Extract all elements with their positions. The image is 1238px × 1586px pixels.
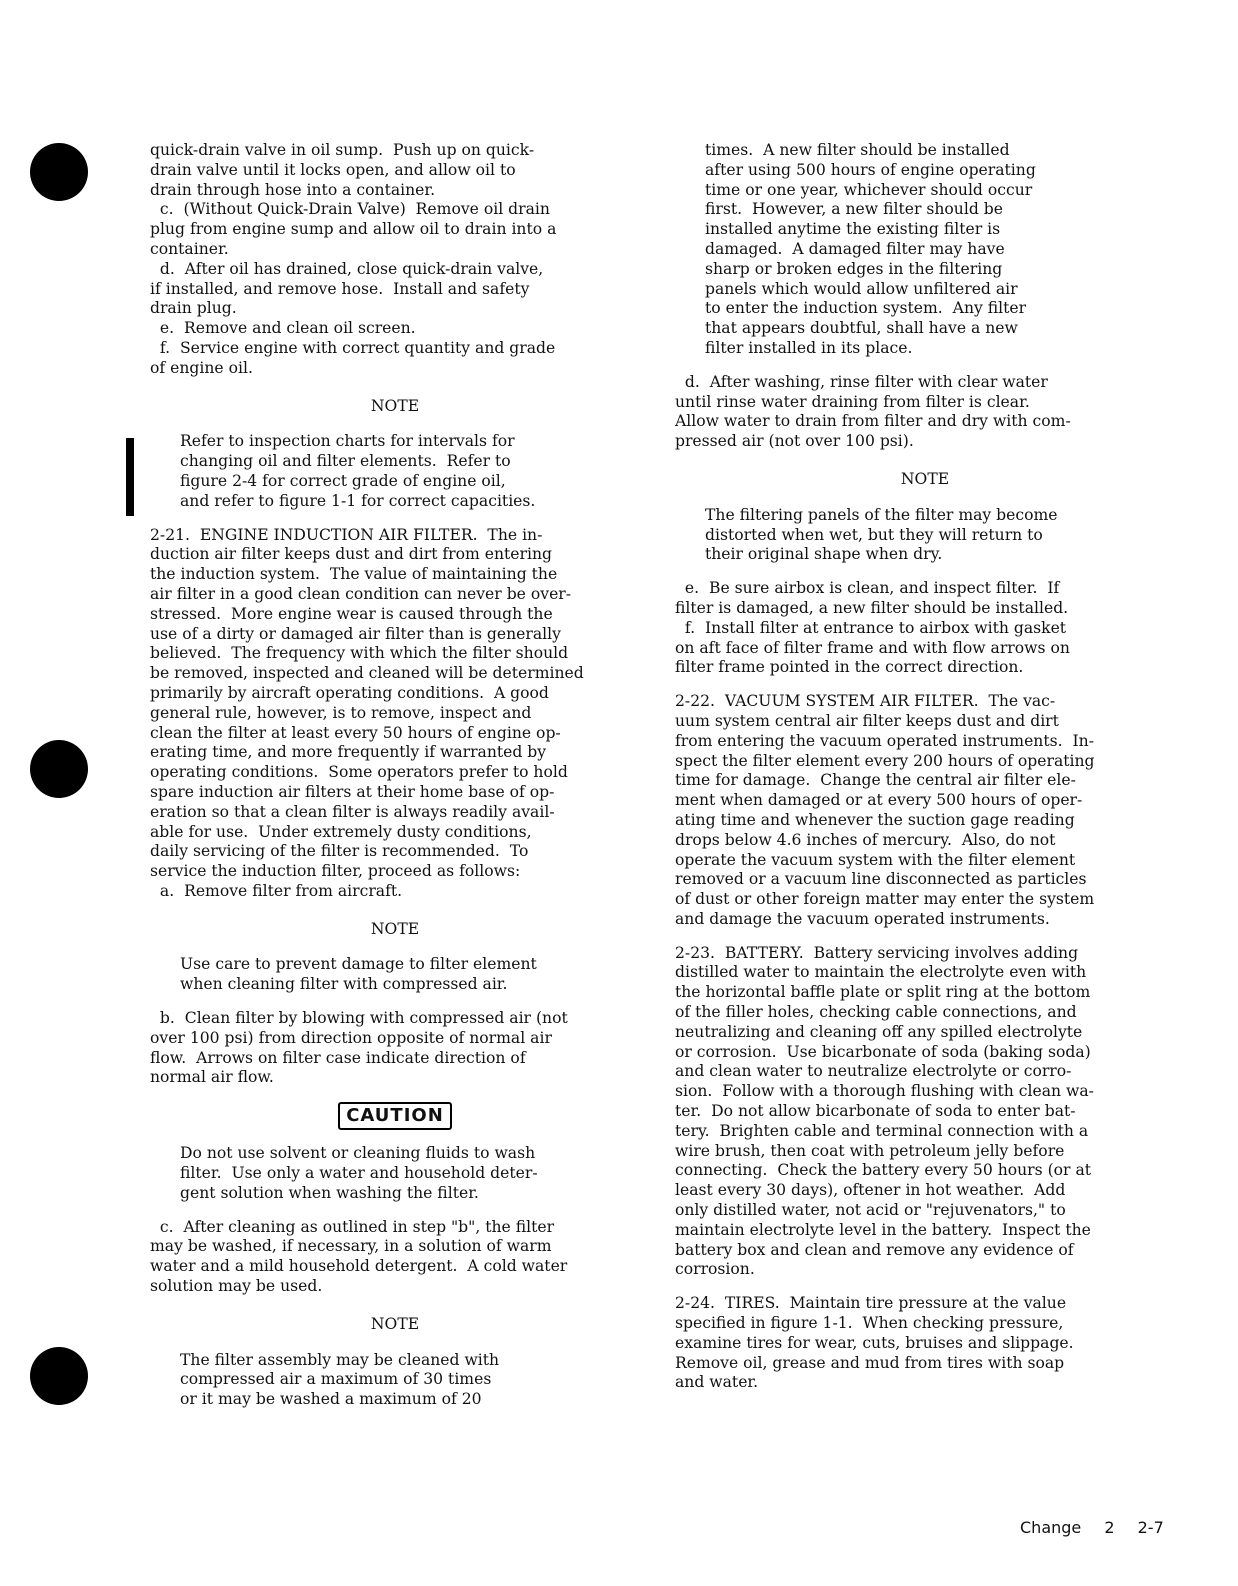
text-line: distilled water to maintain the electrolyte even with	[675, 963, 1087, 982]
text-line: when cleaning filter with compressed air.	[180, 975, 508, 994]
text-line: duction air filter keeps dust and dirt from entering	[150, 545, 553, 564]
text-line: that appears doubtful, shall have a new	[705, 319, 1018, 338]
text-line: f. Service engine with correct quantity and grade	[150, 338, 556, 357]
text-line: believed. The frequency with which the filter should	[150, 644, 569, 663]
text-line: c. After cleaning as outlined in step "b", the filter	[150, 1217, 555, 1236]
text-line: and refer to figure 1-1 for correct capacities.	[180, 491, 536, 510]
note-filter-limits	[180, 1351, 640, 1410]
note-compressed-air	[180, 955, 640, 995]
text-line: if installed, and remove hose. Install and safety	[150, 279, 530, 298]
text-line: filter installed in its place.	[705, 338, 913, 357]
text-line: times. A new filter should be installed	[705, 141, 1010, 159]
text-line: only distilled water, not acid or "rejuvenators," to	[675, 1201, 1066, 1220]
text-line: time for damage. Change the central air filter ele-	[675, 771, 1076, 790]
text-line: eration so that a clean filter is always readily avail-	[150, 802, 555, 821]
text-line: maintain electrolyte level in the battery. Inspect the	[675, 1220, 1091, 1239]
note-oil-filter	[180, 432, 640, 511]
step-d-rinse-filter	[675, 373, 1175, 452]
text-line: figure 2-4 for correct grade of engine oil,	[180, 471, 506, 490]
text-line: 2-21. ENGINE INDUCTION AIR FILTER. The in-	[150, 525, 543, 544]
text-line: operate the vacuum system with the filter element	[675, 850, 1076, 869]
text-line: ating time and whenever the suction gage reading	[675, 810, 1075, 829]
text-line: sharp or broken edges in the filtering	[705, 259, 1003, 278]
text-line: pressed air (not over 100 psi).	[675, 432, 914, 451]
text-line: gent solution when washing the filter.	[180, 1183, 479, 1202]
text-line: tery. Brighten cable and terminal connection with a	[675, 1121, 1089, 1140]
text-line: panels which would allow unfiltered air	[705, 279, 1018, 298]
text-line: the induction system. The value of maintaining the	[150, 565, 558, 584]
text-line: to enter the induction system. Any filter	[705, 299, 1027, 318]
text-line: air filter in a good clean condition can never be over-	[150, 584, 572, 603]
text-line: filter. Use only a water and household deter-	[180, 1164, 538, 1183]
text-line: their original shape when dry.	[705, 545, 943, 564]
text-line: Refer to inspection charts for intervals for	[180, 432, 515, 451]
text-line: neutralizing and cleaning off any spilled electrolyte	[675, 1022, 1083, 1041]
text-line: normal air flow.	[150, 1068, 274, 1087]
change-number: Change 2	[1020, 1518, 1115, 1537]
text-line: able for use. Under extremely dusty conditions,	[150, 822, 532, 841]
punch-hole-bottom	[30, 1347, 88, 1405]
note-heading: NOTE	[900, 469, 950, 488]
text-line: and clean water to neutralize electrolyte or corro-	[675, 1062, 1072, 1081]
text-line: sion. Follow with a thorough flushing with clean wa-	[675, 1082, 1094, 1101]
text-line: the horizontal baffle plate or split ring at the bottom	[675, 983, 1091, 1002]
text-line: filter frame pointed in the correct direction.	[675, 658, 1024, 677]
text-line: filter is damaged, a new filter should be installed.	[675, 598, 1069, 617]
text-line: after using 500 hours of engine operating	[705, 160, 1036, 179]
text-line: drain valve until it locks open, and allow oil to	[150, 160, 516, 179]
text-line: and water.	[675, 1373, 759, 1392]
text-line: compressed air a maximum of 30 times	[180, 1370, 492, 1389]
text-line: operating conditions. Some operators prefer to hold	[150, 763, 568, 782]
text-line: service the induction filter, proceed as follows:	[150, 862, 521, 881]
text-line: flow. Arrows on filter case indicate direction of	[150, 1048, 526, 1067]
text-line: battery box and clean and remove any evidence of	[675, 1240, 1074, 1259]
text-line: ment when damaged or at every 500 hours of oper-	[675, 791, 1083, 810]
text-line: container.	[150, 239, 229, 258]
text-line: water and a mild household detergent. A cold water	[150, 1257, 568, 1276]
text-line: e. Remove and clean oil screen.	[150, 319, 416, 338]
text-line: drops below 4.6 inches of mercury. Also, do not	[675, 830, 1056, 849]
text-line: over 100 psi) from direction opposite of normal air	[150, 1028, 552, 1047]
text-line: ter. Do not allow bicarbonate of soda to enter bat-	[675, 1102, 1076, 1121]
text-line: Remove oil, grease and mud from tires with soap	[675, 1353, 1065, 1372]
text-line: f. Install filter at entrance to airbox with gasket	[675, 618, 1067, 637]
text-line: damaged. A damaged filter may have	[705, 239, 1005, 258]
text-line: a. Remove filter from aircraft.	[150, 881, 403, 900]
text-line: solution may be used.	[150, 1277, 323, 1296]
text-line: spare induction air filters at their home base of op-	[150, 782, 555, 801]
punch-hole-middle	[30, 740, 88, 798]
section-2-21-induction-air-filter	[150, 526, 640, 902]
text-line: 2-22. VACUUM SYSTEM AIR FILTER. The vac-	[675, 692, 1056, 711]
note-heading: NOTE	[370, 919, 420, 938]
text-line: 2-23. BATTERY. Battery servicing involves adding	[675, 943, 1079, 962]
text-line: daily servicing of the filter is recommended. To	[150, 842, 529, 861]
text-line: Allow water to drain from filter and dry with com-	[675, 412, 1071, 431]
text-line: wire brush, then coat with petroleum jelly before	[675, 1141, 1065, 1160]
text-line: time or one year, whichever should occur	[705, 180, 1033, 199]
text-line: d. After oil has drained, close quick-drain valve,	[150, 259, 544, 278]
text-line: connecting. Check the battery every 50 hours (or at	[675, 1161, 1092, 1180]
text-line: removed or a vacuum line disconnected as particles	[675, 870, 1087, 889]
text-line: installed anytime the existing filter is	[705, 220, 1001, 239]
text-line: use of a dirty or damaged air filter than is generally	[150, 624, 561, 643]
note-heading: NOTE	[370, 1314, 420, 1333]
text-line: 2-24. TIRES. Maintain tire pressure at the value	[675, 1294, 1067, 1313]
text-line: first. However, a new filter should be	[705, 200, 1003, 219]
text-line: b. Clean filter by blowing with compressed air (not	[150, 1009, 568, 1028]
right-column	[675, 141, 1175, 1393]
text-line: and damage the vacuum operated instruments.	[675, 909, 1050, 928]
note-filter-limits-continued	[705, 141, 1175, 359]
text-line: or corrosion. Use bicarbonate of soda (baking soda)	[675, 1042, 1091, 1061]
text-line: clean the filter at least every 50 hours of engine op-	[150, 723, 561, 742]
text-line: e. Be sure airbox is clean, and inspect filter. If	[675, 579, 1060, 598]
caution-label: CAUTION	[338, 1102, 452, 1130]
page-footer	[1020, 1518, 1164, 1537]
text-line: primarily by aircraft operating conditions. A good	[150, 683, 549, 702]
text-line: plug from engine sump and allow oil to drain into a	[150, 220, 557, 239]
text-line: corrosion.	[675, 1260, 755, 1279]
text-line: Do not use solvent or cleaning fluids to wash	[180, 1144, 536, 1163]
steps-e-f-install-filter	[675, 579, 1175, 678]
text-line: on aft face of filter frame and with flow arrows on	[675, 638, 1070, 657]
text-line: general rule, however, is to remove, inspect and	[150, 703, 532, 722]
note-filter-panels	[705, 506, 1175, 565]
text-line: be removed, inspected and cleaned will be determined	[150, 664, 584, 683]
text-line: d. After washing, rinse filter with clear water	[675, 372, 1048, 391]
text-line: of engine oil.	[150, 358, 253, 377]
text-line: from entering the vacuum operated instruments. In-	[675, 731, 1094, 750]
caution-text	[180, 1144, 640, 1203]
text-line: stressed. More engine wear is caused through the	[150, 604, 553, 623]
section-2-22-vacuum-air-filter	[675, 692, 1175, 930]
text-line: of dust or other foreign matter may enter the system	[675, 890, 1095, 909]
text-line: erating time, and more frequently if warranted by	[150, 743, 547, 762]
text-line: The filter assembly may be cleaned with	[180, 1350, 500, 1369]
punch-hole-top	[30, 143, 88, 201]
text-line: drain through hose into a container.	[150, 180, 436, 199]
change-bar	[126, 438, 134, 516]
left-column	[150, 141, 640, 1410]
text-line: least every 30 days), oftener in hot weather. Add	[675, 1181, 1066, 1200]
step-b-clean-filter	[150, 1009, 640, 1088]
text-line: changing oil and filter elements. Refer to	[180, 452, 511, 471]
oil-drain-steps	[150, 141, 640, 379]
step-c-wash-filter	[150, 1218, 640, 1297]
note-heading: NOTE	[370, 396, 420, 415]
text-line: The filtering panels of the filter may become	[705, 505, 1058, 524]
text-line: examine tires for wear, cuts, bruises and slippage.	[675, 1333, 1074, 1352]
text-line: c. (Without Quick-Drain Valve) Remove oil drain	[150, 200, 550, 219]
text-line: drain plug.	[150, 299, 237, 318]
text-line: uum system central air filter keeps dust and dirt	[675, 711, 1059, 730]
text-line: of the filler holes, checking cable connections, and	[675, 1003, 1077, 1022]
text-line: quick-drain valve in oil sump. Push up on quick-	[150, 141, 535, 159]
section-2-23-battery	[675, 944, 1175, 1281]
text-line: Use care to prevent damage to filter element	[180, 955, 537, 974]
section-2-24-tires	[675, 1294, 1175, 1393]
text-line: or it may be washed a maximum of 20	[180, 1390, 482, 1409]
page-number: 2-7	[1137, 1518, 1164, 1537]
text-line: spect the filter element every 200 hours of operating	[675, 751, 1095, 770]
text-line: may be washed, if necessary, in a solution of warm	[150, 1237, 552, 1256]
text-line: until rinse water draining from filter is clear.	[675, 392, 1030, 411]
text-line: distorted when wet, but they will return to	[705, 525, 1043, 544]
text-line: specified in figure 1-1. When checking pressure,	[675, 1314, 1064, 1333]
